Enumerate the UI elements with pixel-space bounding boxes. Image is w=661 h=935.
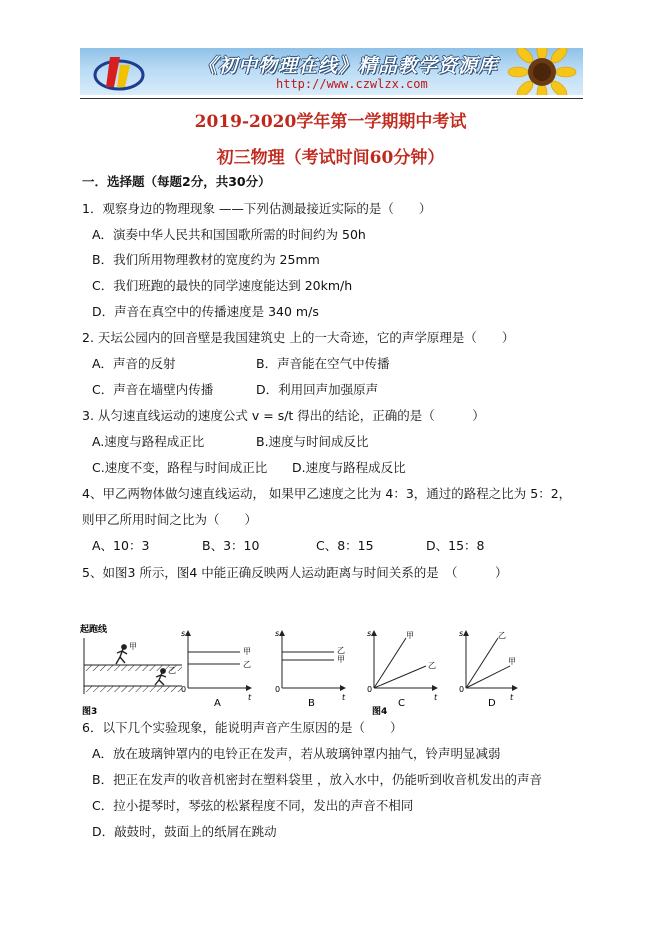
q1-option-d: D．声音在真空中的传播速度是 340 m/s [92,304,319,319]
q5-stem: 5、如图3 所示，图4 中能正确反映两人运动距离与时间关系的是 （ ） [82,565,508,580]
q2-option-a: A．声音的反射 [92,356,176,371]
logo-icon [90,51,148,93]
graph-c-axis-t: t [434,693,438,702]
q1-option-b: B．我们所用物理教材的宽度约为 25mm [92,252,320,267]
graph-c-origin: 0 [367,685,373,694]
graph-b-letter: B [308,698,315,709]
q3-stem: 3. 从匀速直线运动的速度公式 v = s/t 得出的结论，正确的是（ ） [82,408,485,423]
q6-option-c: C．拉小提琴时，琴弦的松紧程度不同，发出的声音不相同 [92,798,414,813]
q1-option-c: C．我们班跑的最快的同学速度能达到 20km/h [92,278,353,293]
graph-a-axis-t: t [248,693,252,702]
q3-option-a: A.速度与路程成正比 [92,434,205,449]
q4-stem-line1: 4、甲乙两物体做匀速直线运动， 如果甲乙速度之比为 4：3，通过的路程之比为 5：2， [82,486,572,501]
graph-b-top-label: 乙 [337,646,345,655]
graph-d-bottom-label: 甲 [508,657,516,666]
q2-option-c: C．声音在墙壁内传播 [92,382,214,397]
graph-d [459,629,518,709]
q3-option-c: C.速度不变，路程与时间成正比 [92,460,268,475]
exam-subtitle: 初三物理（考试时间60分钟） [216,148,445,168]
graph-d-top-label: 乙 [498,631,506,640]
graph-b-axis-t: t [342,693,346,702]
graph-d-origin: 0 [459,685,465,694]
exam-title: 2019-2020学年第一学期期中考试 [194,112,467,132]
banner-url: http://www.czwlzx.com [276,77,428,91]
q3-option-d: D.速度与路程成反比 [292,460,406,475]
q6-stem: 6．以下几个实验现象，能说明声音产生原因的是（ ） [82,720,403,735]
graph-a-origin: 0 [181,685,187,694]
q4-option-a: A、10：3 [92,538,150,553]
runner-yi-label: 乙 [168,666,176,675]
graph-c-top-label: 甲 [406,631,414,640]
q2-option-b: B．声音能在空气中传播 [256,356,390,371]
q2-option-d: D．利用回声加强原声 [256,382,379,397]
track-label: 起跑线 [80,625,108,635]
runner-jia-label: 甲 [129,642,137,651]
graph-d-letter: D [488,698,496,709]
q1-stem: 1．观察身边的物理现象 ——下列估测最接近实际的是（ ） [82,201,432,216]
graph-d-axis-t: t [510,693,514,702]
q4-stem-line2: 则甲乙所用时间之比为（ ） [82,512,258,527]
track-bottom-hatch [84,686,182,692]
q4-option-b: B、3：10 [202,538,260,553]
q4-option-c: C、8：15 [316,538,374,553]
q6-option-a: A．放在玻璃钟罩内的电铃正在发声，若从玻璃钟罩内抽气，铃声明显减弱 [92,746,501,761]
q1-option-a: A．演奏中华人民共和国国歌所需的时间约为 50h [92,227,366,242]
graph-d-axis-s: s [459,629,464,638]
graph-c [367,629,438,717]
sunflower-icon [507,48,577,95]
graph-a-axis-s: s [181,629,186,638]
section-heading: 一．选择题（每题2分，共30分） [82,174,271,189]
graph-b [275,629,346,709]
header-rule [80,98,583,99]
graph-a-letter: A [214,698,221,709]
graph-c-axis-s: s [367,629,372,638]
graph-a-bottom-label: 乙 [243,660,251,669]
graph-b-origin: 0 [275,685,281,694]
runner-jia-icon [116,645,127,664]
fig3-label: 图3 [82,707,98,717]
graph-a [181,629,252,709]
fig4-label: 图4 [372,707,388,717]
q6-option-d: D．敲鼓时，鼓面上的纸屑在跳动 [92,824,277,839]
q2-stem: 2. 天坛公园内的回音壁是我国建筑史 上的一大奇迹，它的声学原理是（ ） [82,330,515,345]
header-banner [80,48,583,95]
q3-option-b: B.速度与时间成反比 [256,434,369,449]
graph-a-top-label: 甲 [243,647,251,656]
runner-yi-icon [155,669,166,685]
figure-3-4 [80,620,520,720]
graph-b-bottom-label: 甲 [337,655,345,664]
graph-c-letter: C [398,698,405,709]
q4-option-d: D、15：8 [426,538,485,553]
graph-b-axis-s: s [275,629,280,638]
q6-option-b: B．把正在发声的收音机密封在塑料袋里 ，放入水中，仍能听到收音机发出的声音 [92,772,543,787]
banner-title: 《初中物理在线》精品教学资源库 [198,55,499,77]
graph-c-bottom-label: 乙 [428,661,436,670]
